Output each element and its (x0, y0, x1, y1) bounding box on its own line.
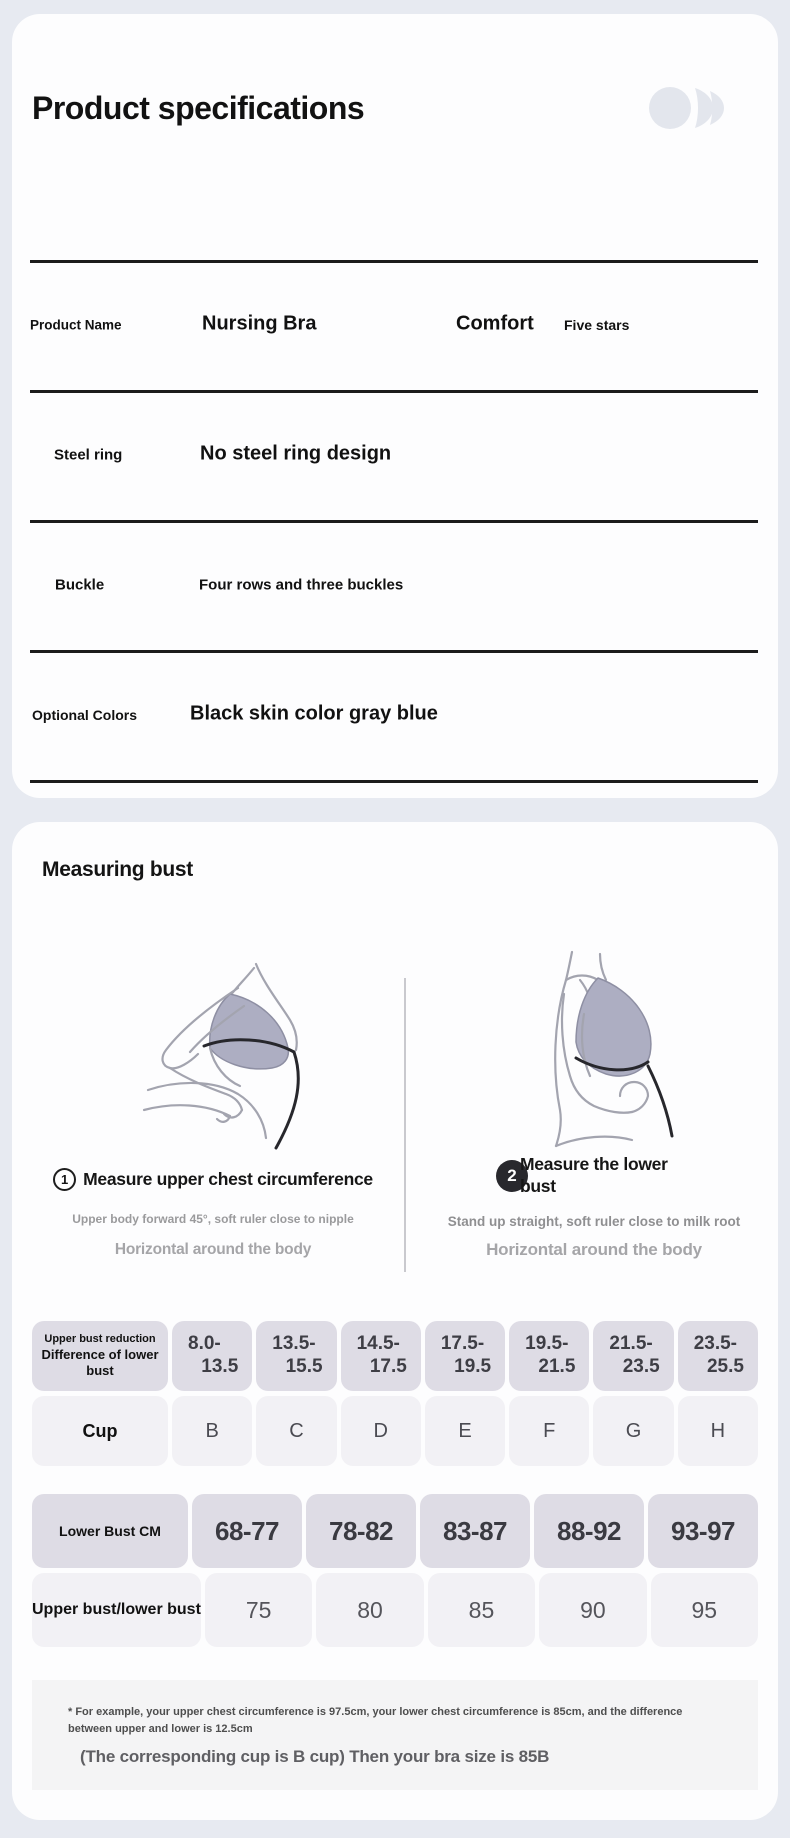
measure-upper-bust-illustration (118, 962, 318, 1159)
table-cell-size: 95 (651, 1573, 758, 1647)
table-cell-bust-range: 88-92 (534, 1494, 644, 1568)
page-title: Product specifications (32, 90, 365, 126)
table-row-bust-difference (32, 1321, 758, 1391)
spec-label-buckle: Buckle (55, 576, 105, 594)
divider-line (30, 780, 758, 783)
table-row-size (32, 1573, 758, 1647)
table-header-bust-difference: Upper bust reduction Difference of lower bust (32, 1321, 168, 1391)
table-cell-bust-range: 93-97 (648, 1494, 758, 1568)
table-cell-bust-range: 78-82 (306, 1494, 416, 1568)
table-cell-range: 8.0- 13.5 (172, 1321, 252, 1391)
brand-logo-icon (648, 86, 726, 135)
section-title: Measuring bust (42, 858, 193, 881)
step1-number-icon: 1 (53, 1168, 76, 1191)
step2-title-text: Measure the lower bust (520, 1154, 668, 1196)
table-cell-range: 21.5- 23.5 (593, 1321, 673, 1391)
spec-label-product-name: Product Name (30, 317, 122, 333)
table-header-cup: Cup (32, 1396, 168, 1466)
table-cell-range: 19.5- 21.5 (509, 1321, 589, 1391)
table-cell-range: 13.5- 15.5 (256, 1321, 336, 1391)
measuring-bust-card (12, 822, 778, 1820)
table-header-lower-bust: Lower Bust CM (32, 1494, 188, 1568)
table-cell-cup: F (509, 1396, 589, 1466)
step2-note: Horizontal around the body (486, 1240, 702, 1259)
divider-line (30, 260, 758, 263)
table-cell-range: 23.5- 25.5 (678, 1321, 758, 1391)
vertical-divider (404, 978, 406, 1272)
table-cell-range: 14.5- 17.5 (341, 1321, 421, 1391)
table-cell-bust-range: 83-87 (420, 1494, 530, 1568)
step1-title (28, 1168, 398, 1191)
table-cell-size: 85 (428, 1573, 535, 1647)
table-cell-cup: E (425, 1396, 505, 1466)
spec-value-comfort: Five stars (564, 317, 630, 333)
table-header-size: Upper bust/lower bust (32, 1573, 201, 1647)
measure-lower-bust-illustration (480, 950, 688, 1159)
spec-value-product-name: Nursing Bra (202, 312, 317, 335)
note-result-text: (The corresponding cup is B cup) Then your bra size is 85B (80, 1747, 550, 1767)
step1-note: Horizontal around the body (114, 1241, 312, 1258)
sizing-example-note (32, 1680, 758, 1790)
divider-line (30, 390, 758, 393)
step2-title (410, 1154, 778, 1198)
spec-label-steel-ring: Steel ring (54, 446, 123, 464)
note-example-text: * For example, your upper chest circumference is 97.5cm, your lower chest circumference is 85cm, and the difference between upper and lower is 12.5cm (68, 1706, 683, 1736)
product-specifications-card (12, 14, 778, 798)
step1-subtitle: Upper body forward 45°, soft ruler close to nipple (72, 1212, 354, 1226)
cup-size-table (32, 1321, 758, 1471)
table-cell-bust-range: 68-77 (192, 1494, 302, 1568)
table-row-cup (32, 1396, 758, 1466)
spec-value-optional-colors: Black skin color gray blue (190, 702, 438, 725)
table-cell-cup: G (593, 1396, 673, 1466)
lower-bust-table (32, 1494, 758, 1652)
step2-subtitle: Stand up straight, soft ruler close to milk root (447, 1214, 741, 1229)
spec-value-buckle: Four rows and three buckles (199, 576, 404, 594)
spec-label-optional-colors: Optional Colors (32, 707, 137, 723)
table-cell-size: 75 (205, 1573, 312, 1647)
table-cell-range: 17.5- 19.5 (425, 1321, 505, 1391)
table-row-lower-bust (32, 1494, 758, 1568)
table-cell-cup: C (256, 1396, 336, 1466)
step2-number-icon: 2 (496, 1160, 528, 1192)
step1-title-text: Measure upper chest circumference (83, 1169, 373, 1189)
table-cell-size: 90 (539, 1573, 646, 1647)
table-cell-size: 80 (316, 1573, 423, 1647)
divider-line (30, 520, 758, 523)
table-cell-cup: D (341, 1396, 421, 1466)
spec-label-comfort: Comfort (456, 312, 534, 335)
divider-line (30, 650, 758, 653)
table-cell-cup: B (172, 1396, 252, 1466)
spec-value-steel-ring: No steel ring design (200, 442, 392, 465)
table-cell-cup: H (678, 1396, 758, 1466)
